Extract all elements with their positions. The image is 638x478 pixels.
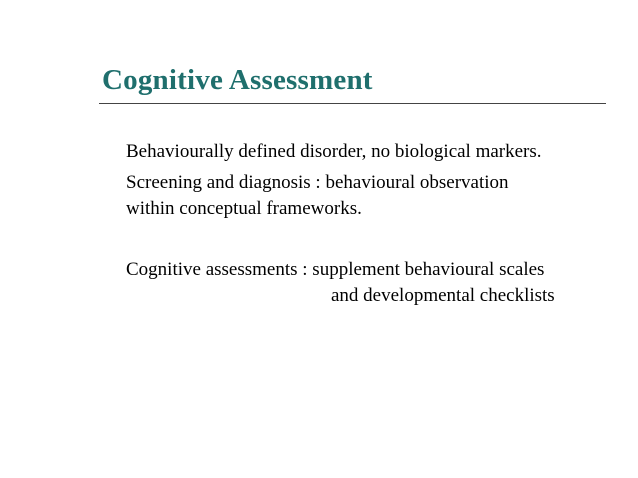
slide-title: Cognitive Assessment xyxy=(102,64,373,96)
bullet-3-line-1: Cognitive assessments : supplement behavioural scales xyxy=(126,259,545,280)
bullet-3-line-2: and developmental checklists xyxy=(331,285,555,306)
title-underline xyxy=(99,103,606,104)
bullet-2-line-2: within conceptual frameworks. xyxy=(126,198,362,219)
bullet-1-line-1: Behaviourally defined disorder, no biological markers. xyxy=(126,141,542,162)
bullet-2-line-1: Screening and diagnosis : behavioural observation xyxy=(126,172,509,193)
